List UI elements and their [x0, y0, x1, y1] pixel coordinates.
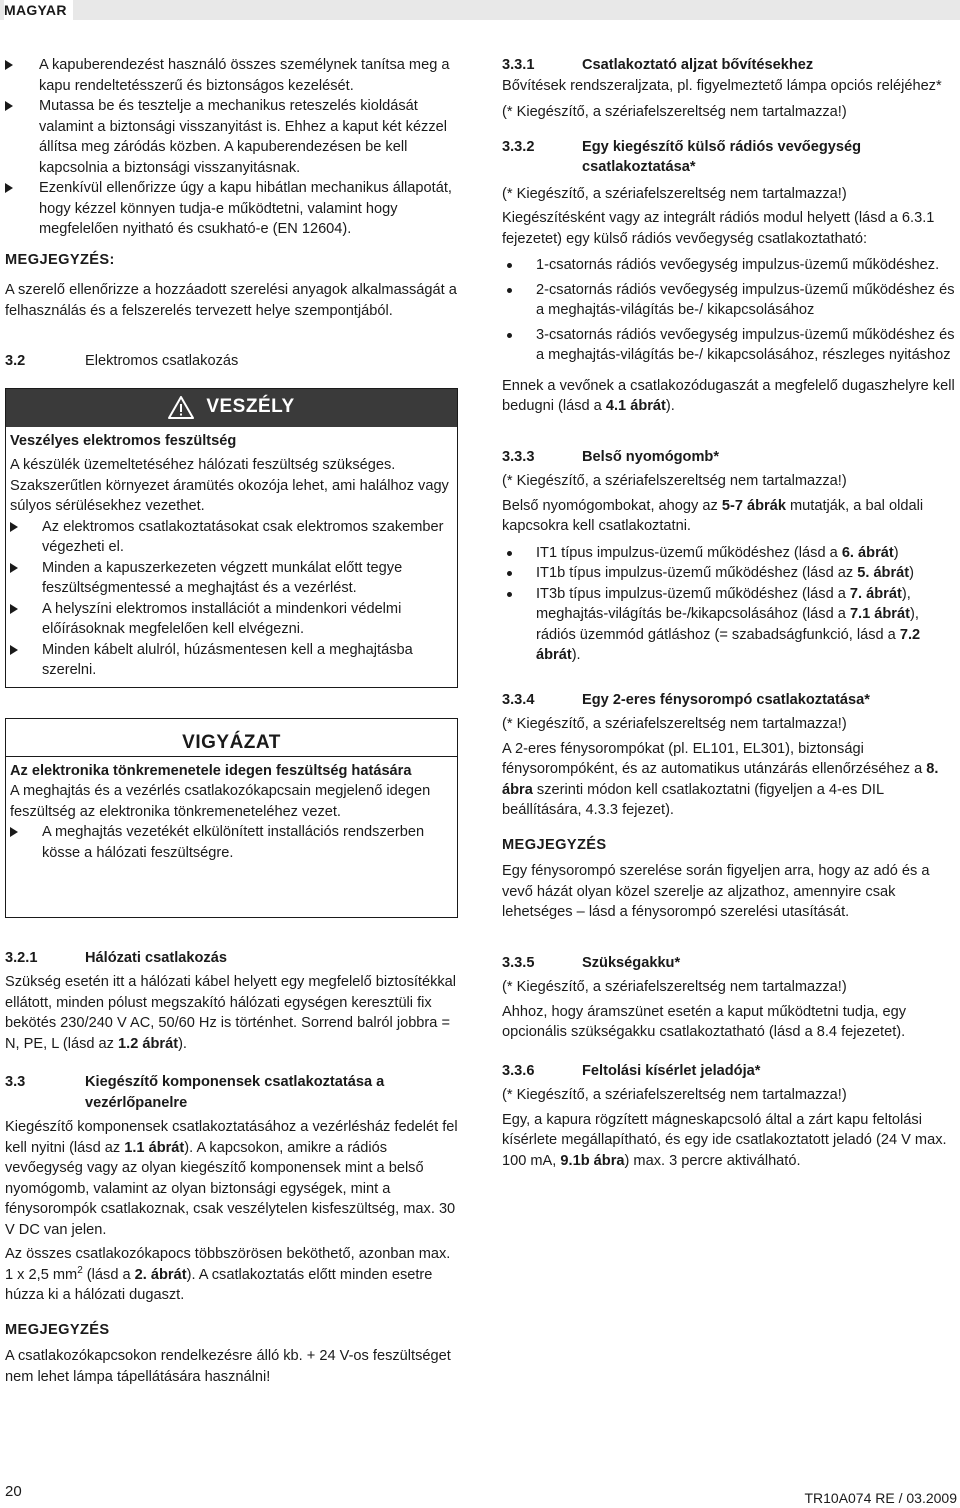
section-heading-3-3-3 — [502, 447, 957, 468]
danger-text: Szakszerűtlen környezet áramütés okozója lehet, ami halálhoz vagy súlyos sérülésekhez vezethet. — [10, 477, 449, 514]
section-title: Elektromos csatlakozás — [85, 353, 239, 369]
section-title: Szükségakku* — [582, 954, 681, 971]
note-title: MEGJEGYZÉS: — [5, 251, 115, 268]
list-item: 3-csatornás rádiós vevőegység impulzus-üzemű működéshez és a meghajtás-világítás be-/ kikapcsolásához, részleges nyitáshoz — [502, 325, 957, 366]
note-title: MEGJEGYZÉS — [502, 836, 607, 853]
danger-subtitle: Veszélyes elektromos feszültség — [10, 432, 237, 449]
arrow-bullet-icon — [10, 645, 18, 655]
optional-note: (* Kiegészítő, a szériafelszereltség nem tartalmazza!) — [502, 716, 847, 732]
optional-note: (* Kiegészítő, a szériafelszereltség nem tartalmazza!) — [502, 104, 847, 120]
list-item: 1-csatornás rádiós vevőegység impulzus-üzemű működéshez. — [502, 255, 957, 276]
language-label: MAGYAR — [4, 0, 73, 20]
danger-box — [5, 388, 458, 688]
list-item: A kapuberendezést használó összes személynek tanítsa meg a kapu rendeltetésszerű és biztonságos kezelését. — [5, 55, 458, 96]
bullet-dot-icon — [507, 551, 512, 556]
document-code: TR10A074 RE / 03.2009 — [804, 1490, 957, 1506]
list-item: IT1 típus impulzus-üzemű működéshez (lásd a 6. ábrát) — [502, 543, 957, 564]
list-item: 2-csatornás rádiós vevőegység impulzus-üzemű működéshez és a meghajtás-világítás be-/ kikapcsolásához — [502, 280, 957, 321]
section-title: Egy kiegészítő külső rádiós vevőegység csatlakoztatása* — [582, 138, 862, 175]
paragraph: Az összes csatlakozókapocs többszörösen beköthető, azonban max. 1 x 2,5 $mm^2$ (lásd a 2. ábrát). A csatlakoztatás előtt minden esetre húzza ki a hálózati dugaszt. — [5, 1246, 451, 1303]
optional-note: (* Kiegészítő, a szériafelszereltség nem tartalmazza!) — [502, 1087, 847, 1103]
optional-note: (* Kiegészítő, a szériafelszereltség nem tartalmazza!) — [502, 185, 847, 202]
paragraph: Ennek a vevőnek a csatlakozódugaszát a megfelelő dugaszhelyre kell bedugni (lásd a 4.1 ábrát). — [502, 377, 955, 414]
bullet-dot-icon — [507, 592, 512, 597]
caution-text: A meghajtás és a vezérlés csatlakozókapcsain megjelenő idegen feszültség az elektronika tönkremeneteléhez vezet. — [10, 783, 431, 820]
section-number: 3.3.5 — [502, 954, 535, 971]
list-item: Ezenkívül ellenőrizze úgy a kapu hibátlan mechanikus állapotát, hogy kézzel könnyen tudja-e működtetni, valamint hogy megfelelően nyitható és csukható-e (EN 12604). — [5, 178, 458, 240]
optional-note: (* Kiegészítő, a szériafelszereltség nem tartalmazza!) — [502, 979, 847, 995]
note-text: Egy fénysorompó szerelése során figyeljen arra, hogy az adó és a vevő házát olyan közel szerelje az aljzathoz, amennyire csak lehetséges – lásd a fénysorompó szerelési utasítását. — [502, 863, 930, 920]
section-number: 3.3.4 — [502, 691, 535, 708]
note-text: A csatlakozókapcsokon rendelkezésre álló kb. + 24 V-os feszültséget nem lehet lámpa tápellátására használni! — [5, 1348, 451, 1385]
list-item: IT1b típus impulzus-üzemű működéshez (lásd az 5. ábrát) — [502, 563, 957, 584]
danger-text: A készülék üzemeltetéséhez hálózati feszültség szükséges. — [10, 457, 396, 473]
danger-body — [6, 427, 457, 685]
section-title: Kiegészítő komponensek csatlakoztatása a vezérlőpanelre — [85, 1074, 385, 1111]
arrow-bullet-icon — [10, 563, 18, 573]
header-bar — [0, 0, 960, 20]
caution-header — [6, 719, 457, 757]
section-heading-3-3-2 — [502, 137, 957, 178]
section-heading-3-3-4 — [502, 690, 957, 711]
section-title: Egy 2-eres fénysorompó csatlakoztatása* — [582, 691, 870, 708]
left-column — [5, 55, 458, 1387]
paragraph: Kiegészítésként vagy az integrált rádiós modul helyett (lásd a 6.3.1 fejezetet) egy külső rádiós vevőegység csatlakoztatható: — [502, 210, 935, 247]
paragraph: Belső nyomógombokat, ahogy az 5-7 ábrák mutatják, a bal oldali kapcsokra kell csatlakoztatni. — [502, 497, 924, 534]
note-title: MEGJEGYZÉS — [5, 1321, 110, 1338]
section-heading-3-3-1 — [502, 55, 957, 76]
caution-body — [6, 757, 457, 868]
arrow-bullet-icon — [10, 604, 18, 614]
list-item: Mutassa be és tesztelje a mechanikus reteszelés kioldását valamint a biztonsági visszanyitást is. Ehhez a kaput két kézzel állítsa meg záródás közben. A kapuberendezésen be kell kapcsolnia a biztonsági visszanyitásnak. — [5, 96, 458, 178]
list-item: IT3b típus impulzus-üzemű működéshez (lásd a 7. ábrát), meghajtás-világítás be-/kikapcsolásához (lásd a 7.1 ábrát), rádiós üzemmód gátláshoz (= szabadságfunkció, lásd a 7.2 ábrát). — [502, 584, 957, 666]
optional-note: (* Kiegészítő, a szériafelszereltség nem tartalmazza!) — [502, 473, 847, 489]
paragraph: Kiegészítő komponensek csatlakoztatásához a vezérlésház fedelét fel kell nyitni (lásd az 1.1 ábrát). A kapcsokon, amikre a rádiós vevőegység vagy az olyan kiegészítő komponensek mint a belső nyomógomb, valamint az olyan biztonsági egységek, mint a fénysorompók csatlakoznak, csak veszélytelen kisfeszültség, max. 30 V DC van jelen. — [5, 1119, 458, 1238]
paragraph: Bővítések rendszeraljzata, pl. figyelmeztető lámpa opciós reléjéhez* — [502, 77, 942, 94]
list-item: A helyszíni elektromos installációt a mindenkori védelmi előírásoknak megfelelően kell elvégezni. — [10, 599, 451, 640]
section-title: Feltolási kísérlet jeladója* — [582, 1062, 761, 1079]
paragraph: Ahhoz, hogy áramszünet esetén a kaput működtetni tudja, egy opcionális szükségakku csatlakoztatható (lásd a 8.4 fejezetet). — [502, 1003, 907, 1040]
section-heading-3-3-5 — [502, 953, 957, 974]
list-item: Minden kábelt alulról, húzásmentesen kell a meghajtásba szerelni. — [10, 640, 451, 681]
page-number: 20 — [5, 1483, 22, 1500]
section-title: Hálózati csatlakozás — [85, 949, 227, 966]
paragraph: Szükség esetén itt a hálózati kábel helyett egy megfelelő biztosítékkal ellátott, minden pólust megszakító hálózati egységen keresztüli fix bekötés 230/240 V AC, 50/60 Hz is történhet. Sorrend balról jobbra = N, PE, L (lásd az 1.2 ábrát). — [5, 974, 457, 1052]
paragraph: A 2-eres fénysorompókat (pl. EL101, EL301), biztonsági fénysorompóként, és az automatikus utánzárás ellenőrzéséhez a 8. ábra szerinti módon kell csatlakoztatni (figyeljen a 4-es DIL beállítására, 4.3.3 fejezet). — [502, 740, 939, 818]
danger-header — [6, 389, 457, 427]
caution-subtitle: Az elektronika tönkremenetele idegen feszültség hatására — [10, 762, 412, 779]
bullet-dot-icon — [507, 571, 512, 576]
list-item: Az elektromos csatlakoztatásokat csak elektromos szakember végezheti el. — [10, 517, 451, 558]
arrow-bullet-icon — [10, 522, 18, 532]
section-title: Csatlakoztató aljzat bővítésekhez — [582, 57, 814, 73]
section-number: 3.3.6 — [502, 1062, 535, 1079]
note-text: A szerelő ellenőrizze a hozzáadott szerelési anyagok alkalmasságát a felhasználás és a felszerelés tervezett helye szempontjából. — [5, 282, 457, 319]
bullet-dot-icon — [507, 263, 512, 268]
arrow-bullet-icon — [5, 183, 13, 193]
section-heading-3-3 — [5, 1072, 458, 1113]
warning-triangle-icon — [168, 396, 194, 419]
paragraph: Egy, a kapura rögzített mágneskapcsoló által a zárt kapu feltolási kísérlete megállapítható, és egy ide csatlakoztatott jeladó (24 V max. 100 mA, 9.1b ábra) max. 3 percre aktiválható. — [502, 1111, 947, 1169]
bullet-dot-icon — [507, 333, 512, 338]
danger-label: VESZÉLY — [206, 396, 295, 418]
section-title: Belső nyomógomb* — [582, 448, 720, 465]
list-item: A meghajtás vezetékét elkülönített installációs rendszerben kösse a hálózati feszültségre. — [10, 822, 451, 863]
caution-label: VIGYÁZAT — [182, 732, 281, 753]
section-number: 3.3.1 — [502, 57, 535, 73]
section-number: 3.2 — [5, 353, 26, 369]
section-number: 3.2.1 — [5, 949, 38, 966]
bullet-dot-icon — [507, 288, 512, 293]
section-heading-3-2-1 — [5, 948, 458, 969]
arrow-bullet-icon — [10, 827, 18, 837]
arrow-bullet-icon — [5, 101, 13, 111]
section-number: 3.3.3 — [502, 448, 535, 465]
caution-box — [5, 718, 458, 918]
section-number: 3.3.2 — [502, 138, 535, 155]
section-heading-3-2 — [5, 351, 458, 372]
section-number: 3.3 — [5, 1074, 26, 1090]
right-column — [502, 55, 957, 1171]
list-item: Minden a kapuszerkezeten végzett munkálat előtt tegye feszültségmentessé a meghajtást és a vezérlést. — [10, 558, 451, 599]
section-heading-3-3-6 — [502, 1061, 957, 1082]
arrow-bullet-icon — [5, 60, 13, 70]
